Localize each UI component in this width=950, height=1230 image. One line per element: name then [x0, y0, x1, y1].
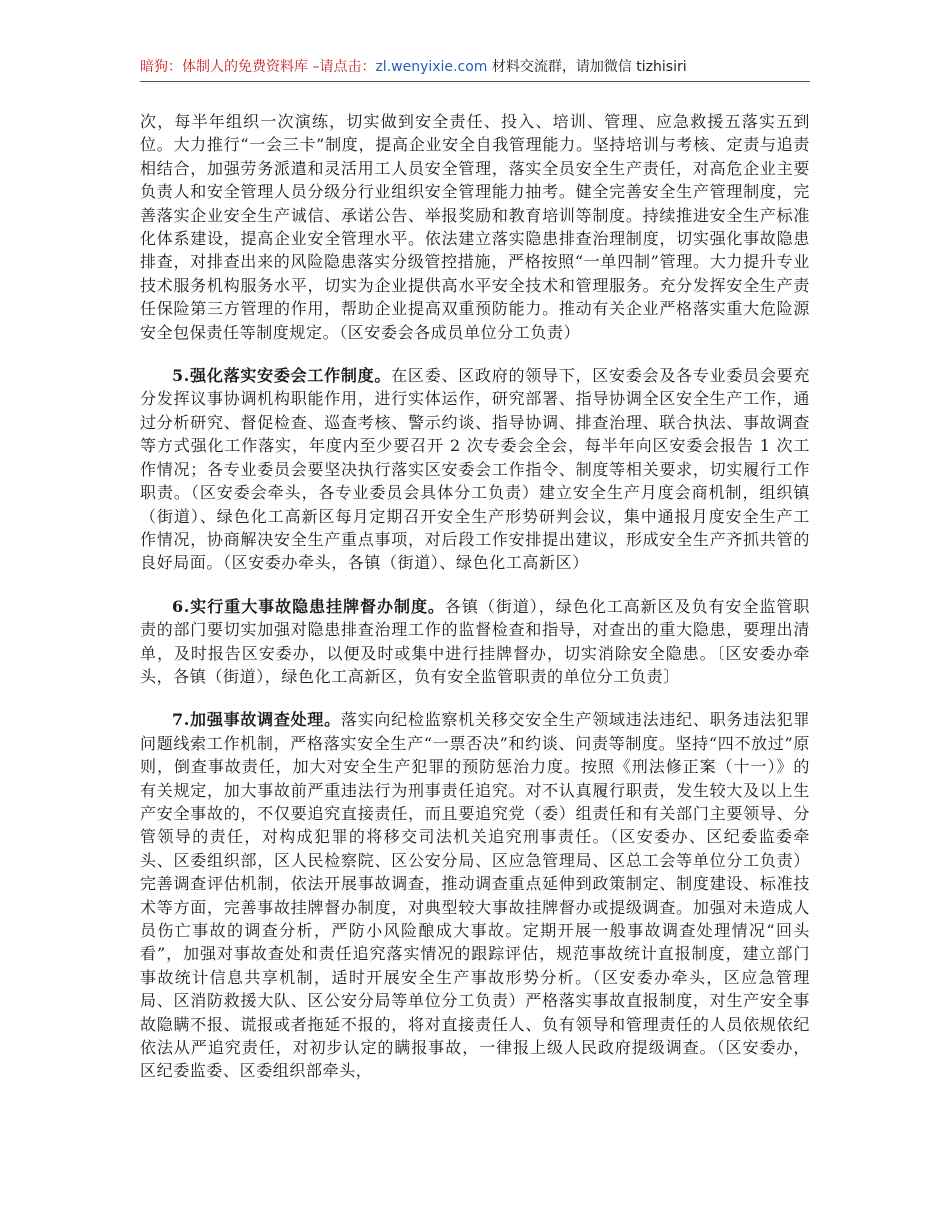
- paragraph-heading: 6.实行重大事故隐患挂牌督办制度。: [172, 596, 445, 616]
- page-header: [140, 56, 810, 78]
- paragraph-continuation: [140, 110, 810, 344]
- header-url-link[interactable]: zl.wenyixie.com: [375, 59, 488, 75]
- paragraph-text: 各镇（街道），绿色化工高新区及负有安全监管职责的部门要切实加强对隐患排查治理工作的监督检查和指导，对查出的重大隐患，要理出清单，及时报告区安委办，以便及时或集中进行挂牌督办，切实消除安全隐患。〔区安委办牵头，各镇（街道），绿色化工高新区，负有安全监管职责的单位分工负责〕: [140, 596, 811, 686]
- paragraph-text: 落实向纪检监察机关移交安全生产领域违法违纪、职务违法犯罪问题线索工作机制，严格落实安全生产“一票否决”和约谈、问责等制度。坚持“四不放过”原则，倒查事故责任，加大对安全生产犯罪的预防惩治力度。按照《刑法修正案（十一）》的有关规定，加大事故前严重违法行为刑事责任追究。对不认真履行职责，发生较大及以上生产安全事故的，不仅要追究直接责任，而且要追究党（委）组责任和有关部门主要领导、分管领导的责任，对构成犯罪的将移交司法机关追究刑事责任。（区安委办、区纪委监委牵头、区委组织部，区人民检察院、区公安分局、区应急管理局、区总工会等单位分工负责）完善调查评估机制，依法开展事故调查，推动调查重点延伸到政策制定、制度建设、标准技术等方面，完善事故挂牌督办制度，对典型较大事故挂牌督办或提级调查。加强对未造成人员伤亡事故的调查分析，严防小风险酿成大事故。定期开展一般事故调查处理情况“回头看”，加强对事故查处和责任追究落实情况的跟踪评估，规范事故统计直报制度，建立部门事故统计信息共享机制，适时开展安全生产事故形势分析。（区安委办牵头，区应急管理局、区消防救援大队、区公安分局等单位分工负责）严格落实事故直报制度，对生产安全事故隐瞒不报、谎报或者拖延不报的，将对直接责任人、负有领导和管理责任的人员依规依纪依法从严追究责任，对初步认定的瞒报事故，一律报上级人民政府提级调查。（区安委办，区纪委监委、区委组织部牵头，: [140, 710, 810, 1081]
- paragraph-heading: 7.加强事故调查处理。: [172, 710, 341, 730]
- paragraph-text: 次，每半年组织一次演练，切实做到安全责任、投入、培训、管理、应急救援五落实五到位。大力推行“一会三卡”制度，提高企业安全自我管理能力。坚持培训与考核、定责与追责相结合，加强劳务派遣和灵活用工人员安全管理，落实全员安全生产责任，对高危企业主要负责人和安全管理人员分级分行业组织安全管理能力抽考。健全完善安全生产管理制度，完善落实企业安全生产诚信、承诺公告、举报奖励和教育培训等制度。持续推进安全生产标准化体系建设，提高企业安全管理水平。依法建立落实隐患排查治理制度，切实强化事故隐患排查，对排查出来的风险隐患落实分级管控措施，严格按照“一单四制”管理。大力提升专业技术服务机构服务水平，切实为企业提供高水平安全技术和管理服务。充分发挥安全生产责任保险第三方管理的作用，帮助企业提高双重预防能力。推动有关企业严格落实重大危险源安全包保责任等制度规定。（区安委会各成员单位分工负责）: [140, 112, 810, 342]
- header-click-prompt: –请点击：: [308, 59, 376, 75]
- header-brand: 暗狗：体制人的免费资料库: [140, 59, 308, 75]
- header-divider: [140, 81, 810, 82]
- paragraph-item-5: [140, 364, 810, 575]
- paragraph-heading: 5.强化落实安委会工作制度。: [172, 366, 392, 386]
- document-body: [140, 110, 810, 1103]
- paragraph-item-6: [140, 595, 810, 689]
- header-contact: 材料交流群，请加微信 tizhisiri: [487, 59, 687, 75]
- paragraph-text: 在区委、区政府的领导下，区安委会及各专业委员会要充分发挥议事协调机构职能作用，进行实体运作，研究部署、指导协调全区安全生产工作，通过分析研究、督促检查、巡查考核、警示约谈、指导协调、排查治理、联合执法、事故调查等方式强化工作落实，年度内至少要召开 2 次专委会全会，每半年向区安委会报告 1 次工作情况；各专业委员会要坚决执行落实区安委会工作指令、制度等相关要求，切实履行工作职责。（区安委会牵头，各专业委员会具体分工负责）建立安全生产月度会商机制，组织镇（街道）、绿色化工高新区每月定期召开安全生产形势研判会议，集中通报月度安全生产工作情况，协商解决安全生产重点事项，对后段工作安排提出建议，形成安全生产齐抓共管的良好局面。（区安委办牵头，各镇（街道）、绿色化工高新区）: [140, 366, 810, 573]
- paragraph-item-7: [140, 708, 810, 1083]
